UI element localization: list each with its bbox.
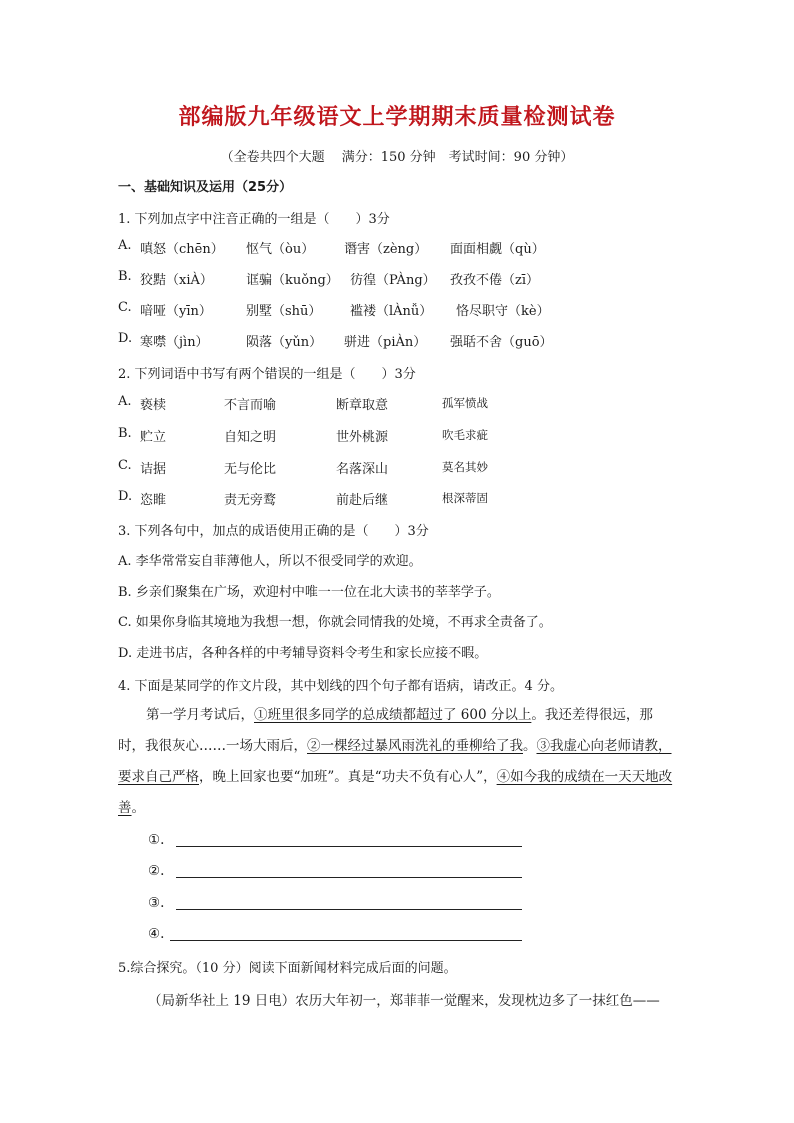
option-item: 面面相觑（qù） [450, 242, 545, 257]
question-3-stem: 3. 下列各句中，加点的成语使用正确的是（ ）3分 [118, 524, 429, 539]
option-item: 彷徨（PÀng） [350, 273, 436, 288]
option-item: 前赴后继 [336, 493, 389, 508]
option-item: 贮立 [140, 430, 167, 445]
option-label: A. [118, 394, 132, 409]
option-item: 寒噤（jìn） [140, 335, 209, 350]
option-item: 强聒不舍（guō） [450, 335, 553, 350]
essay-text: 。 [131, 800, 145, 816]
option-item: 别墅（shū） [246, 304, 322, 319]
option-item: 谮害（zèng） [344, 242, 428, 257]
underlined-sentence-3: ③我虚心向老师请教，要求自己严格 [118, 738, 672, 785]
option-label: A. [118, 238, 132, 253]
question-3-option-b: B. 乡亲们聚集在广场，欢迎村中唯一一位在北大读书的莘莘学子。 [118, 585, 500, 600]
blank-label: ③. [148, 895, 165, 911]
answer-line[interactable] [176, 846, 522, 847]
option-item: 嗔怒（chēn） [140, 242, 224, 257]
question-1-stem: 1. 下列加点字中注音正确的一组是（ ）3分 [118, 212, 390, 227]
blank-label: ①. [148, 832, 165, 848]
question-4-stem: 4. 下面是某同学的作文片段，其中划线的四个句子都有语病，请改正。4 分。 [118, 679, 563, 694]
option-item: 骈进（piÀn） [344, 335, 427, 350]
option-label: C. [118, 458, 132, 473]
essay-text: ，晚上回家也要“加班”。真是“功夫不负有心人”， [199, 769, 497, 785]
option-item: 莫名其妙 [442, 460, 488, 474]
option-label: B. [118, 269, 132, 284]
news-text: （局新华社上 19 日电）农历大年初一，郑菲菲一觉醒来，发现枕边多了一抹红色—— [148, 993, 660, 1009]
option-item: 孜孜不倦（zī） [450, 273, 540, 288]
option-item: 名落深山 [336, 462, 389, 477]
option-item: 世外桃源 [336, 430, 389, 445]
answer-line[interactable] [176, 909, 522, 910]
option-item: 诘据 [140, 462, 167, 477]
underlined-sentence-2: ②一棵经过暴风雨洗礼的垂柳给了我 [307, 738, 523, 754]
option-item: 狡黠（xiÀ） [140, 273, 213, 288]
underlined-sentence-4: ④如今我的成绩在一天天地改善 [118, 769, 673, 816]
question-3-option-c: C. 如果你身临其境地为我想一想，你就会同情我的处境，不再求全责备了。 [118, 615, 552, 630]
option-item: 褴褛（lÀnǚ） [350, 304, 433, 319]
option-item: 自知之明 [224, 430, 277, 445]
page-title: 部编版九年级语文上学期期末质量检测试卷 [178, 105, 616, 130]
option-item: 不言而喻 [224, 398, 277, 413]
section-heading: 一、基础知识及运用（25分） [118, 180, 293, 195]
option-item: 亵椟 [140, 398, 167, 413]
option-label: D. [118, 489, 133, 504]
blank-label: ②. [148, 863, 165, 879]
option-label: B. [118, 426, 132, 441]
option-label: D. [118, 331, 133, 346]
answer-line[interactable] [176, 877, 522, 878]
option-item: 诓骗（kuǒng） [246, 273, 339, 288]
essay-text: 。我还差得很远，那时，我很灰心……一场大雨后， [118, 707, 653, 754]
exam-info: （全卷共四个大题 满分：150 分钟 考试时间：90 分钟） [220, 150, 574, 165]
option-item: 断章取意 [336, 398, 389, 413]
option-item: 根深蒂固 [442, 491, 488, 505]
essay-text: 。 [523, 738, 537, 754]
option-item: 喑哑（yīn） [140, 304, 212, 319]
option-item: 恣睢 [140, 493, 167, 508]
blank-label: ④. [148, 926, 165, 942]
option-item: 吹毛求疵 [442, 428, 488, 442]
answer-line[interactable] [170, 940, 522, 941]
question-2-stem: 2. 下列词语中书写有两个错误的一组是（ ）3分 [118, 367, 416, 382]
essay-excerpt [118, 700, 678, 824]
option-item: 无与伦比 [224, 462, 277, 477]
essay-text: 第一学月考试后， [146, 707, 254, 723]
question-3-option-a: A. 李华常常妄自菲薄他人，所以不很受同学的欢迎。 [118, 554, 422, 569]
question-5-stem: 5.综合探究。（10 分）阅读下面新闻材料完成后面的问题。 [118, 961, 457, 976]
underlined-sentence-1: ①班里很多同学的总成绩都超过了 600 分以上 [254, 707, 532, 723]
option-item: 责无旁鹜 [224, 493, 277, 508]
option-item: 孤军愤战 [442, 396, 488, 410]
option-item: 陨落（yǔn） [246, 335, 323, 350]
option-item: 怄气（òu） [246, 242, 315, 257]
option-label: C. [118, 300, 132, 315]
question-3-option-d: D. 走进书店，各种各样的中考辅导资料令考生和家长应接不暇。 [118, 646, 488, 661]
option-item: 恪尽职守（kè） [456, 304, 550, 319]
